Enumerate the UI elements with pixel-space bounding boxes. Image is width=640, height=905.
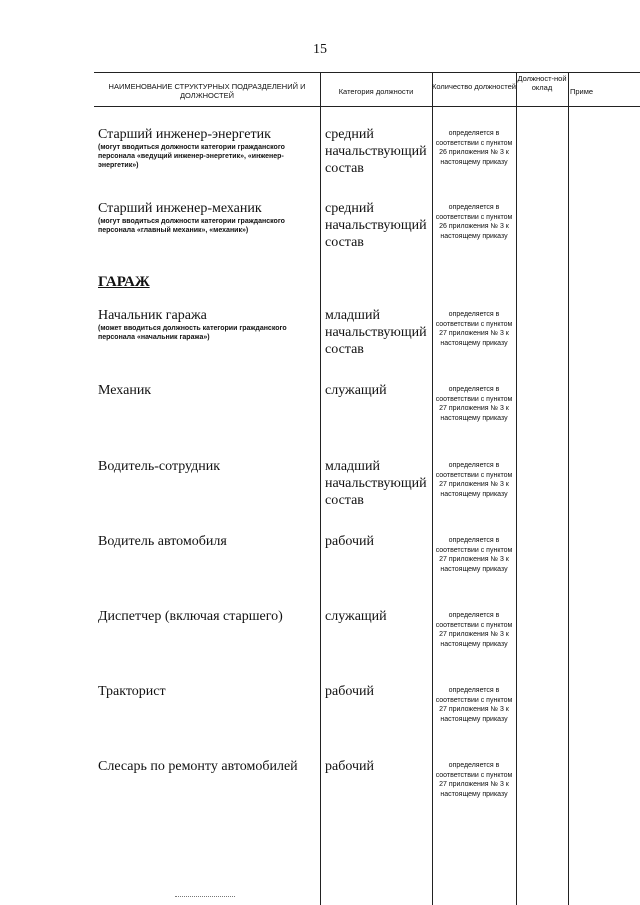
header-category: Категория должности bbox=[338, 87, 414, 96]
position-quantity: определяется в соответствии с пунктом 27 приложения № 3 к настоящему приказу bbox=[435, 537, 513, 573]
position-category: служащий bbox=[325, 609, 387, 624]
header-quantity: Количество должностей bbox=[432, 82, 516, 91]
position-category: рабочий bbox=[325, 759, 374, 774]
position-title: Водитель-сотрудник bbox=[98, 459, 221, 474]
position-quantity: определяется в соответствии с пунктом 27 приложения № 3 к настоящему приказу bbox=[435, 687, 513, 723]
position-quantity: определяется в соответствии с пунктом 27 приложения № 3 к настоящему приказу bbox=[435, 612, 513, 648]
position-title: Старший инженер-энергетик bbox=[98, 127, 271, 142]
position-note: (может вводиться должность категории гражданского персонала «начальник гаража») bbox=[98, 325, 287, 341]
position-title: Водитель автомобиля bbox=[98, 534, 227, 549]
position-title: Начальник гаража bbox=[98, 308, 207, 323]
position-note: (могут вводиться должности категории гражданского персонала «главный механик», «механик») bbox=[98, 218, 285, 234]
section-title-garage: ГАРАЖ bbox=[98, 274, 150, 290]
position-quantity: определяется в соответствии с пунктом 27 приложения № 3 к настоящему приказу bbox=[435, 386, 513, 422]
position-category: рабочий bbox=[325, 534, 374, 549]
position-title: Диспетчер (включая старшего) bbox=[98, 609, 283, 624]
position-title: Механик bbox=[98, 383, 152, 398]
position-quantity: определяется в соответствии с пунктом 26 приложения № 3 к настоящему приказу bbox=[435, 204, 513, 240]
header-name: НАИМЕНОВАНИЕ СТРУКТУРНЫХ ПОДРАЗДЕЛЕНИЙ И ДОЛЖНОСТЕЙ bbox=[108, 82, 306, 100]
header-salary: Должност-ной оклад bbox=[517, 74, 567, 92]
position-quantity: определяется в соответствии с пунктом 27 приложения № 3 к настоящему приказу bbox=[435, 311, 513, 347]
position-quantity: определяется в соответствии с пунктом 26 приложения № 3 к настоящему приказу bbox=[435, 130, 513, 166]
position-note: (могут вводиться должности категории гражданского персонала «ведущий инженер-энергетик», «инженер-энергетик») bbox=[98, 144, 285, 169]
position-category: средний начальствующий состав bbox=[325, 201, 427, 250]
position-category: служащий bbox=[325, 383, 387, 398]
scan-artifact bbox=[175, 896, 235, 900]
position-title: Тракторист bbox=[98, 684, 166, 699]
position-title: Слесарь по ремонту автомобилей bbox=[98, 759, 298, 774]
page-number: 15 bbox=[313, 42, 327, 57]
position-category: младший начальствующий состав bbox=[325, 308, 427, 357]
position-quantity: определяется в соответствии с пунктом 27 приложения № 3 к настоящему приказу bbox=[435, 762, 513, 798]
position-category: младший начальствующий состав bbox=[325, 459, 427, 508]
position-title: Старший инженер-механик bbox=[98, 201, 262, 216]
position-quantity: определяется в соответствии с пунктом 27 приложения № 3 к настоящему приказу bbox=[435, 462, 513, 498]
position-category: средний начальствующий состав bbox=[325, 127, 427, 176]
header-note: Приме bbox=[570, 87, 594, 96]
position-category: рабочий bbox=[325, 684, 374, 699]
